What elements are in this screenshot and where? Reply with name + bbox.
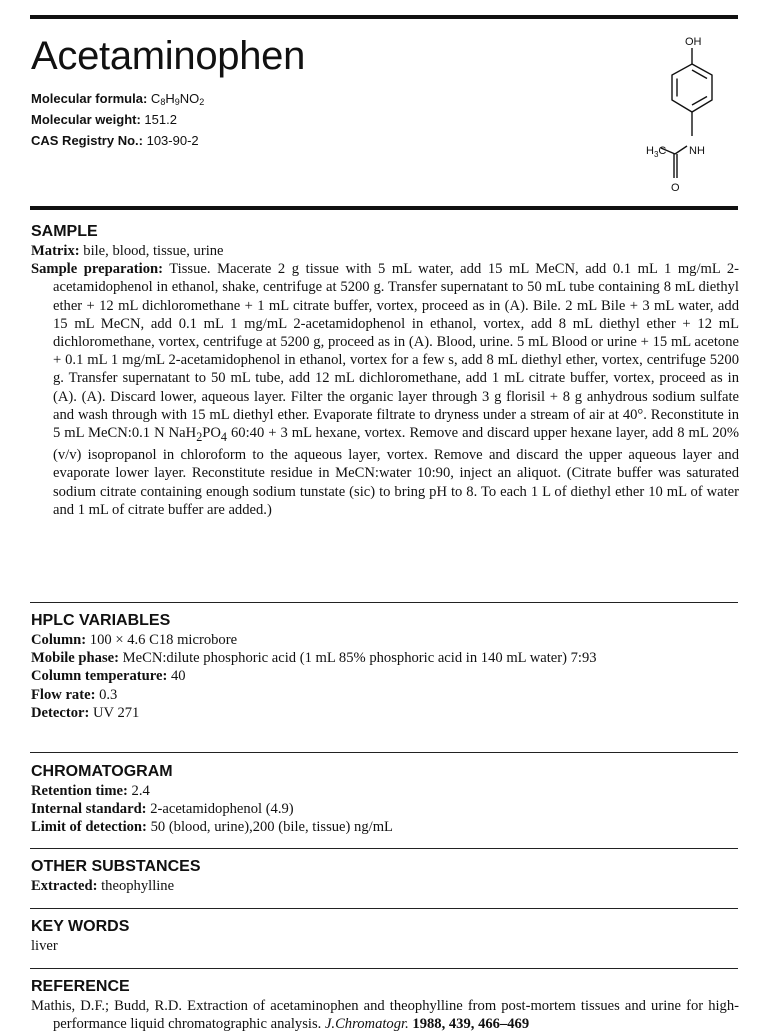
- limit-of-detection-label: Limit of detection:: [31, 819, 147, 836]
- h3c-label: $H_3C$: [646, 145, 667, 159]
- divider-key-words: [30, 908, 738, 909]
- reference-citation: 1988, 439, 466–469: [412, 1016, 530, 1033]
- column-temperature-value: 40: [170, 668, 186, 685]
- retention-time-row: [31, 782, 739, 800]
- retention-time-label: Retention time:: [31, 783, 128, 799]
- key-words-heading: KEY WORDS: [31, 918, 130, 935]
- reference-authors-title: Mathis, D.F.; Budd, R.D. Extraction of acetaminophen and theophylline from post-mortem tissues and urine for high-performance liquid chromatographic analysis.: [31, 998, 739, 1033]
- flow-rate-row: [31, 686, 739, 704]
- detector-value: UV 271: [92, 704, 140, 721]
- other-substances-heading: OTHER SUBSTANCES: [31, 858, 201, 875]
- column-label: Column:: [31, 632, 87, 648]
- limit-of-detection-row: [31, 818, 739, 836]
- cas-value: 103-90-2: [146, 133, 199, 148]
- mobile-phase-label: Mobile phase:: [31, 650, 119, 667]
- header-bottom-rule: [30, 206, 738, 210]
- other-substances-section: [31, 858, 739, 895]
- mobile-phase-row: [31, 649, 739, 667]
- chromatogram-section: [31, 763, 739, 837]
- detector-label: Detector:: [31, 704, 90, 721]
- molecular-weight-row: [31, 112, 177, 128]
- flow-rate-label: Flow rate:: [31, 686, 96, 703]
- molecular-formula-value: $C_8H_9NO_2$: [150, 91, 205, 107]
- flow-rate-value: 0.3: [99, 686, 118, 703]
- chromatogram-heading: CHROMATOGRAM: [31, 763, 173, 780]
- detector-row: [31, 704, 739, 722]
- key-words-value: liver: [31, 938, 58, 954]
- sample-heading: SAMPLE: [31, 223, 98, 240]
- divider-chromatogram: [30, 752, 738, 753]
- retention-time-value: 2.4: [131, 783, 150, 799]
- sample-preparation: [31, 260, 739, 519]
- hplc-section: [31, 612, 739, 722]
- divider-reference: [30, 968, 738, 969]
- mobile-phase-value: MeCN:dilute phosphoric acid (1 mL 85% phosphoric acid in 140 mL water) 7:93: [122, 650, 597, 667]
- column-value: 100 × 4.6 C18 microbore: [89, 632, 238, 648]
- extracted-row: [31, 877, 739, 895]
- limit-of-detection-value: 50 (blood, urine),200 (bile, tissue) ng/mL: [150, 819, 393, 836]
- molecular-formula-row: [31, 91, 204, 107]
- internal-standard-label: Internal standard:: [31, 801, 147, 818]
- internal-standard-value: 2-acetamidophenol (4.9): [150, 801, 294, 818]
- cas-row: [31, 133, 199, 149]
- compound-title: Acetaminophen: [31, 34, 306, 78]
- chemical-structure-icon: [640, 28, 740, 198]
- column-row: [31, 631, 739, 649]
- reference-heading: REFERENCE: [31, 978, 130, 995]
- extracted-label: Extracted:: [31, 878, 98, 894]
- cas-label: CAS Registry No.:: [31, 133, 143, 148]
- divider-hplc: [30, 602, 738, 603]
- o-label: O: [671, 182, 680, 194]
- reference-text: [31, 997, 739, 1033]
- reference-journal: J.Chromatogr.: [324, 1016, 409, 1033]
- reference-section: [31, 978, 739, 1033]
- sample-preparation-label: Sample preparation:: [31, 261, 163, 278]
- molecular-weight-value: 151.2: [144, 112, 177, 127]
- molecular-weight-label: Molecular weight:: [31, 112, 141, 127]
- matrix-value: bile, blood, tissue, urine: [83, 243, 224, 259]
- column-temperature-label: Column temperature:: [31, 668, 168, 685]
- nh-label: NH: [689, 145, 705, 157]
- extracted-value: theophylline: [101, 878, 175, 894]
- oh-label: OH: [685, 36, 702, 48]
- sample-section: [31, 223, 739, 519]
- top-rule: [30, 15, 738, 19]
- key-words-section: [31, 918, 739, 955]
- column-temperature-row: [31, 667, 739, 685]
- molecular-formula-label: Molecular formula:: [31, 91, 148, 106]
- sample-preparation-text: Tissue. Macerate 2 g tissue with 5 mL water, add 15 mL MeCN, add 0.1 mL 1 mg/mL 2-acetamidophenol in ethanol, shake, centrifuge at 5200 g. Transfer supernatant to 50 mL tube containing 8 mL diethyl ether + 12 mL dichloromethane + 1 mL citrate buffer, vortex, proceed as in (A). Bile. 2 mL Bile + 3 mL water, add 15 mL MeCN, add 0.1 mL 1 mg/mL 2-acetamidophenol in ethanol, vortex, add 8 mL diethyl ether + 12 mL dichloromethane, vortex, centrifuge at 5200 g, proceed as in (A). Blood, urine. 5 mL Blood or urine + 15 mL acetone + 0.1 mL 1 mg/mL 2-acetamidophenol in ethanol, vortex for a few s, add 8 mL diethyl ether, vortex, centrifuge 5200 g. Transfer supernatant to 50 mL tube, add 12 mL dichloromethane, add 1 mL citrate buffer, vortex, proceed as in (A). (A). Discard lower, aqueous layer. Filter the organic layer through 3 g florisil + 8 g anhydrous sodium sulfate and wash through with 15 mL diethyl ether. Evaporate filtrate to dryness under a stream of air at 40°. Reconstitute in 5 mL MeCN:0.1 N $NaH_2PO_4$ 60:40 + 3 mL hexane, vortex. Remove and discard upper hexane layer, add 8 mL 20% (v/v) isopropanol in chloroform to the aqueous layer, vortex. Remove and discard the upper aqueous layer and evaporate lower layer. Reconstitute residue in MeCN:water 10:90, inject an aliquot. (Citrate buffer was saturated sodium citrate containing enough sodium tunstate (sic) to bring pH to 8. To each 1 L of diethyl ether 10 mL of water and 1 mL of citrate buffer are added.): [53, 261, 739, 518]
- matrix-row: [31, 242, 739, 260]
- divider-other-substances: [30, 848, 738, 849]
- hplc-heading: HPLC VARIABLES: [31, 612, 171, 629]
- matrix-label: Matrix:: [31, 243, 80, 259]
- internal-standard-row: [31, 800, 739, 818]
